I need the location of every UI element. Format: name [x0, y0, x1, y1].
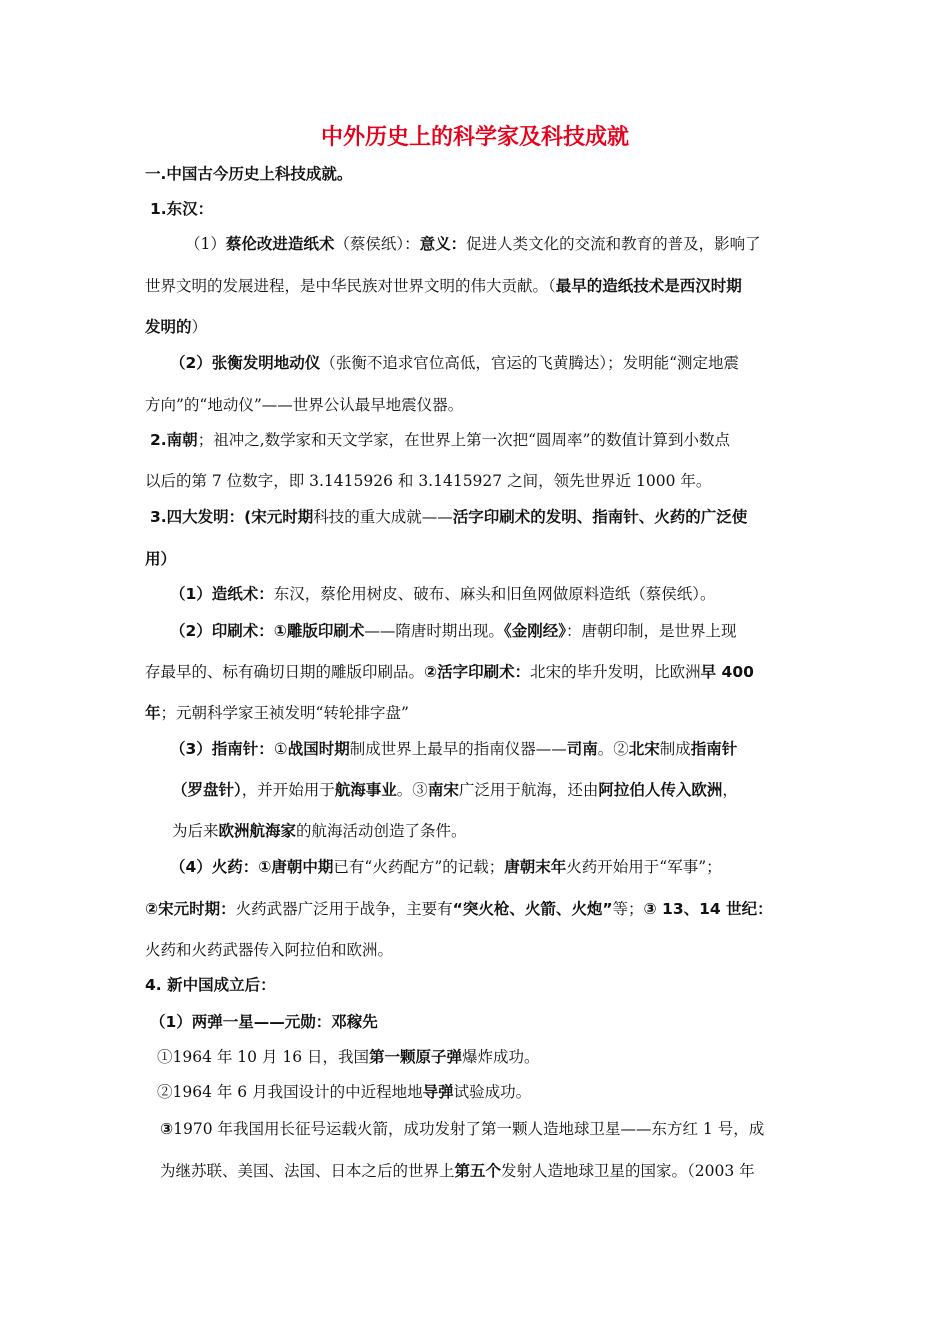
text-run: 促进人类文化的交流和教育的普及，影响了 [466, 235, 761, 253]
text-run: 发射人造地球卫星的国家。（2003 年 [501, 1162, 755, 1180]
text-run: （张衡不追求官位高低，官运的飞黄腾达）；发明能“测定地震 [320, 354, 739, 372]
text-run: 一.中国古今历史上科技成就。 [145, 165, 353, 183]
text-run: （罗盘针） [172, 781, 242, 799]
text-run: 蔡伦改进造纸术 [225, 235, 335, 253]
para-gunpowder-2 [145, 898, 773, 920]
list-item-satellite-2 [160, 1160, 755, 1182]
text-run: ：唐朝印制，是世界上现 [565, 622, 737, 640]
text-run: （3）指南针： [170, 740, 274, 758]
text-run: 航海事业 [334, 781, 397, 799]
para-compass-2 [172, 779, 738, 801]
text-run: 年 [145, 704, 161, 722]
text-run: 张衡发明地动仪 [211, 354, 321, 372]
text-run: 火药武器广泛用于战争，主要有 [235, 900, 453, 918]
para-gunpowder-3 [145, 939, 393, 961]
text-run: 1.东汉： [150, 200, 214, 218]
text-run: 活字印刷术的发明、指南针、火药的广泛使 [452, 508, 748, 526]
subsection-nanchao-2 [145, 470, 711, 492]
text-run: 北宋 [628, 740, 660, 758]
para-cailun-1 [185, 233, 761, 255]
subsection-four-inventions-1 [150, 506, 747, 528]
text-run: 北宋的毕升发明，比欧洲 [530, 663, 701, 681]
text-run: （蔡侯纸）： [334, 235, 420, 253]
text-run: 1970 年我国用长征号运载火箭，成功发射了第一颗人造地球卫星——东方红 1 号，成 [173, 1120, 765, 1138]
text-run: （2）印刷术：①雕版印刷术 [170, 622, 365, 640]
para-two-bombs-heading [150, 1011, 378, 1033]
text-run: 爆炸成功。 [462, 1048, 540, 1066]
text-run: 指南针 [690, 740, 738, 758]
text-run: 3.四大发明：( [150, 508, 252, 526]
text-run: 南宋 [427, 781, 459, 799]
para-compass-3 [172, 820, 467, 842]
document-title: 中外历史上的科学家及科技成就 [320, 125, 629, 150]
text-run: 。③ [396, 781, 428, 799]
text-run: 制成 [659, 740, 691, 758]
text-run: 发明的 [145, 318, 192, 336]
text-run: ③ 13、14 世纪： [643, 900, 773, 918]
text-run: 战国时期 [287, 740, 350, 758]
text-run: 4. 新中国成立后： [145, 976, 276, 994]
text-run: ① [273, 740, 288, 758]
text-run: 《金刚经》 [503, 622, 566, 640]
text-run: 的航海活动创造了条件。 [296, 822, 467, 840]
text-run: 火药和火药武器传入阿拉伯和欧洲。 [145, 941, 394, 959]
text-run: 已有“火药配方”的记载； [333, 858, 505, 876]
para-cailun-2 [145, 275, 742, 297]
text-run: 。② [597, 740, 629, 758]
text-run: 世界文明的发展进程，是中华民族对世界文明的伟大贡献。（ [145, 277, 556, 295]
list-item-satellite-1 [160, 1118, 764, 1140]
para-printing-3 [145, 702, 409, 724]
text-run: 东汉，蔡伦用树皮、破布、麻头和旧鱼网做原料造纸（蔡侯纸）。 [273, 585, 716, 603]
text-run: ②宋元时期： [145, 900, 236, 918]
para-cailun-3 [145, 316, 207, 338]
list-item-atomic-bomb [157, 1046, 540, 1068]
text-run: 最早的造纸技术是西汉时期 [555, 277, 742, 295]
text-run: ） [191, 318, 208, 336]
text-run: 导弹 [422, 1083, 454, 1101]
text-run: 为后来 [172, 822, 219, 840]
text-run: 第五个 [454, 1162, 502, 1180]
text-run: 唐朝末年 [504, 858, 567, 876]
text-run: （1）造纸术： [170, 585, 274, 603]
text-run: （1） [185, 235, 226, 253]
text-run: 意义： [419, 235, 467, 253]
text-run: ， [722, 781, 738, 799]
text-run: 2.南朝 [150, 431, 198, 449]
text-run: 司南 [566, 740, 598, 758]
para-papermaking [170, 583, 716, 605]
text-run: 存最早的、标有确切日期的雕版印刷品。 [145, 663, 425, 681]
text-run: ②活字印刷术： [424, 663, 531, 681]
text-run: 方向”的“地动仪”——世界公认最早地震仪器。 [145, 396, 464, 414]
text-run: ②1964 年 6 月我国设计的中近程地地 [157, 1083, 423, 1101]
text-run: 阿拉伯人传入欧洲 [598, 781, 723, 799]
para-compass-1 [170, 738, 737, 760]
text-run: ③ [160, 1120, 174, 1138]
text-run: 第一颗原子弹 [369, 1048, 463, 1066]
subsection-nanchao-1 [150, 429, 730, 451]
para-zhangheng-1 [170, 352, 739, 374]
text-run: ①1964 年 10 月 16 日，我国 [157, 1048, 370, 1066]
subsection-donghan [150, 198, 213, 220]
subsection-new-china [145, 974, 276, 996]
list-item-missile [157, 1081, 531, 1103]
para-printing-2 [145, 661, 754, 683]
subsection-four-inventions-2 [145, 548, 176, 570]
text-run: ，并开始用于 [241, 781, 335, 799]
text-run: 制成世界上最早的指南仪器—— [349, 740, 567, 758]
text-run: 火药开始用于“军事”； [566, 858, 722, 876]
text-run: 用） [145, 550, 177, 568]
text-run: （2） [170, 354, 212, 372]
text-run: ——隋唐时期出现。 [364, 622, 504, 640]
section-heading-china [145, 163, 352, 185]
text-run: 宋元时期 [251, 508, 314, 526]
para-gunpowder-1 [170, 856, 722, 878]
text-run: ；祖冲之,数学家和天文学家，在世界上第一次把“圆周率”的数值计算到小数点 [197, 431, 730, 449]
text-run: 以后的第 7 位数字，即 3.1415926 和 3.1415927 之间，领先世界近 1000 年。 [145, 472, 712, 490]
text-run: ；元朝科学家王祯发明“转轮排字盘” [160, 704, 409, 722]
text-run: “突火枪、火箭、火炮” [452, 900, 613, 918]
text-run: （4）火药：①唐朝中期 [170, 858, 334, 876]
text-run: 等； [612, 900, 644, 918]
para-zhangheng-2 [145, 394, 463, 416]
text-run: 欧洲航海家 [218, 822, 297, 840]
text-run: 为继苏联、美国、法国、日本之后的世界上 [160, 1162, 455, 1180]
text-run: 广泛用于航海，还由 [458, 781, 599, 799]
text-run: （1）两弹一星——元勋：邓稼先 [150, 1013, 378, 1031]
para-printing-1 [170, 620, 736, 642]
text-run: 早 400 [700, 663, 754, 681]
text-run: 试验成功。 [453, 1083, 532, 1101]
text-run: 科技的重大成就—— [313, 508, 453, 526]
